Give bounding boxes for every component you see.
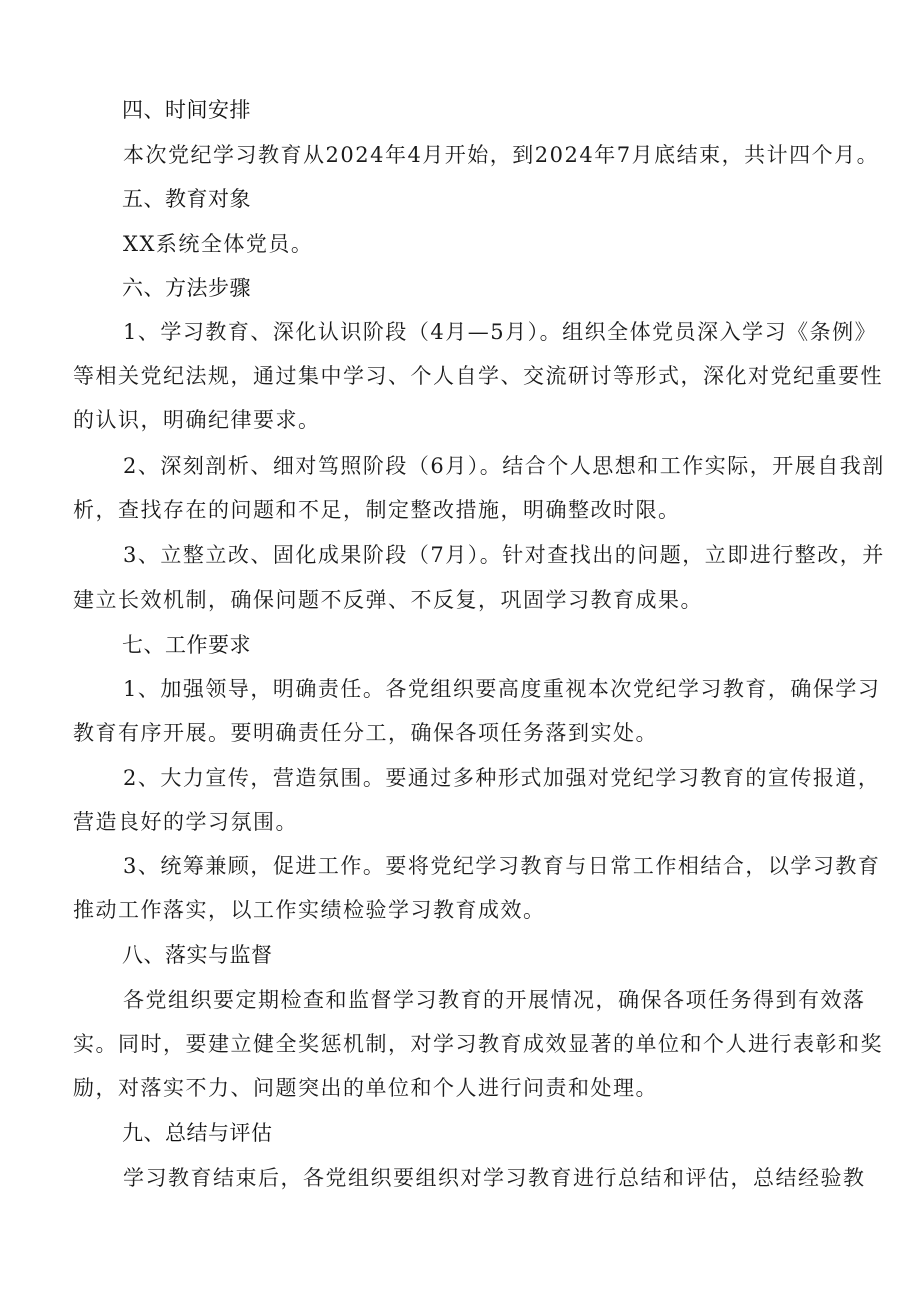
paragraph-line: 建立长效机制，确保问题不反弹、不反复，巩固学习教育成果。 (73, 588, 703, 612)
paragraph-line: 教育有序开展。要明确责任分工，确保各项任务落到实处。 (73, 721, 658, 745)
paragraph-line: 推动工作落实，以工作实绩检验学习教育成效。 (73, 898, 546, 922)
paragraph-line: 2、深刻剖析、细对笃照阶段（6月）。结合个人思想和工作实际，开展自我剖 (123, 454, 885, 478)
section-heading: 八、落实与监督 (122, 943, 273, 967)
paragraph-line: 实。同时，要建立健全奖惩机制，对学习教育成效显著的单位和个人进行表彰和奖 (73, 1032, 883, 1056)
paragraph-line: 1、加强领导，明确责任。各党组织要高度重视本次党纪学习教育，确保学习 (123, 677, 881, 701)
paragraph-line: 营造良好的学习氛围。 (73, 810, 298, 834)
paragraph-line: 本次党纪学习教育从2024年4月开始，到2024年7月底结束，共计四个月。 (123, 143, 880, 167)
paragraph-line: 励，对落实不力、问题突出的单位和个人进行问责和处理。 (73, 1076, 658, 1100)
paragraph-line: 等相关党纪法规，通过集中学习、个人自学、交流研讨等形式，深化对党纪重要性 (73, 364, 883, 388)
paragraph-line: 2、大力宣传，营造氛围。要通过多种形式加强对党纪学习教育的宣传报道， (123, 766, 881, 790)
section-heading: 七、工作要求 (122, 633, 251, 657)
paragraph-line: 3、统筹兼顾，促进工作。要将党纪学习教育与日常工作相结合，以学习教育 (123, 854, 881, 878)
paragraph-line: 各党组织要定期检查和监督学习教育的开展情况，确保各项任务得到有效落 (123, 988, 866, 1012)
section-heading: 五、教育对象 (122, 187, 251, 211)
paragraph-line: 学习教育结束后，各党组织要组织对学习教育进行总结和评估，总结经验教 (123, 1166, 866, 1190)
paragraph-line: 的认识，明确纪律要求。 (73, 408, 321, 432)
paragraph-line: XX系统全体党员。 (123, 232, 314, 256)
section-heading: 四、时间安排 (122, 98, 251, 122)
paragraph-line: 析，查找存在的问题和不足，制定整改措施，明确整改时限。 (73, 498, 681, 522)
paragraph-line: 3、立整立改、固化成果阶段（7月）。针对查找出的问题，立即进行整改，并 (123, 543, 885, 567)
section-heading: 九、总结与评估 (122, 1121, 273, 1145)
section-heading: 六、方法步骤 (122, 276, 251, 300)
paragraph-line: 1、学习教育、深化认识阶段（4月—5月）。组织全体党员深入学习《条例》 (123, 320, 878, 344)
